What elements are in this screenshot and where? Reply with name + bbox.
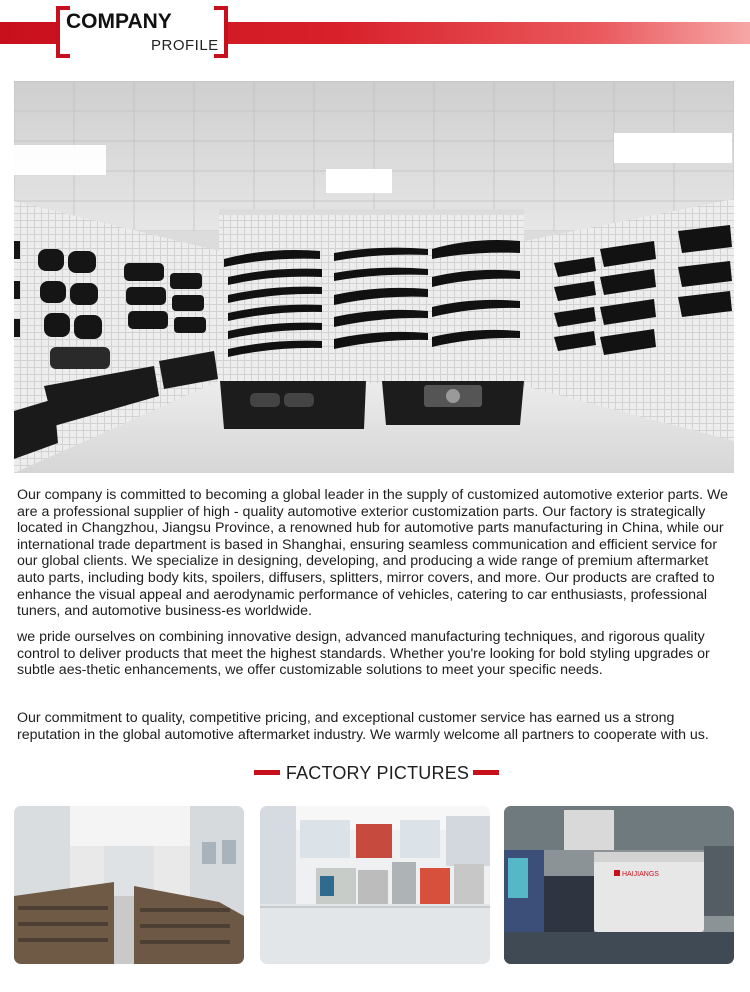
showroom-photo xyxy=(14,81,734,473)
commitment-paragraph: Our commitment to quality, competitive pricing, and exceptional customer service has earned us a strong reputation in the global automotive aftermarket industry. We warmly welcome all partners to cooperate with us. xyxy=(17,710,709,743)
production-floor-illustration xyxy=(260,806,490,964)
heading-bar-right xyxy=(473,770,499,775)
warehouse-illustration xyxy=(14,806,244,964)
factory-photo-injection-machine xyxy=(504,806,734,964)
heading-bar-left xyxy=(254,770,280,775)
quality-paragraph: we pride ourselves on combining innovative design, advanced manufacturing techniques, and rigorous quality control to deliver products that meet the highest standards. Whether you're looking for bold styling upgrades or subtle aes-thetic enhancements, we offer customizable solutions to meet your specific needs. xyxy=(17,629,710,679)
page-header xyxy=(0,0,750,62)
showroom-illustration xyxy=(14,81,734,473)
factory-photo-production-floor xyxy=(260,806,490,964)
header-subtitle: PROFILE xyxy=(151,37,219,54)
factory-pictures-heading: FACTORY PICTURES xyxy=(285,763,470,783)
machine-brand-label: HAIJIANGS xyxy=(622,871,659,878)
header-title: COMPANY xyxy=(66,10,172,33)
factory-photo-warehouse xyxy=(14,806,244,964)
company-intro-paragraph: Our company is committed to becoming a global leader in the supply of customized automotive exterior parts. We are a professional supplier of high - quality automotive exterior customization parts. Our factory is strategically located in Changzhou, Jiangsu Province, a renowned hub for automotive parts manufacturing in China, while our international trade department is based in Shanghai, ensuring seamless communication and efficient service for our global clients. We specialize in designing, developing, and producing a wide range of premium aftermarket auto parts, including body kits, spoilers, diffusers, splitters, mirror covers, and more. Our products are crafted to enhance the visual appeal and aerodynamic performance of vehicles, catering to car enthusiasts, professional tuners, and automotive business-es worldwide. xyxy=(17,487,729,620)
injection-machine-illustration xyxy=(504,806,734,964)
